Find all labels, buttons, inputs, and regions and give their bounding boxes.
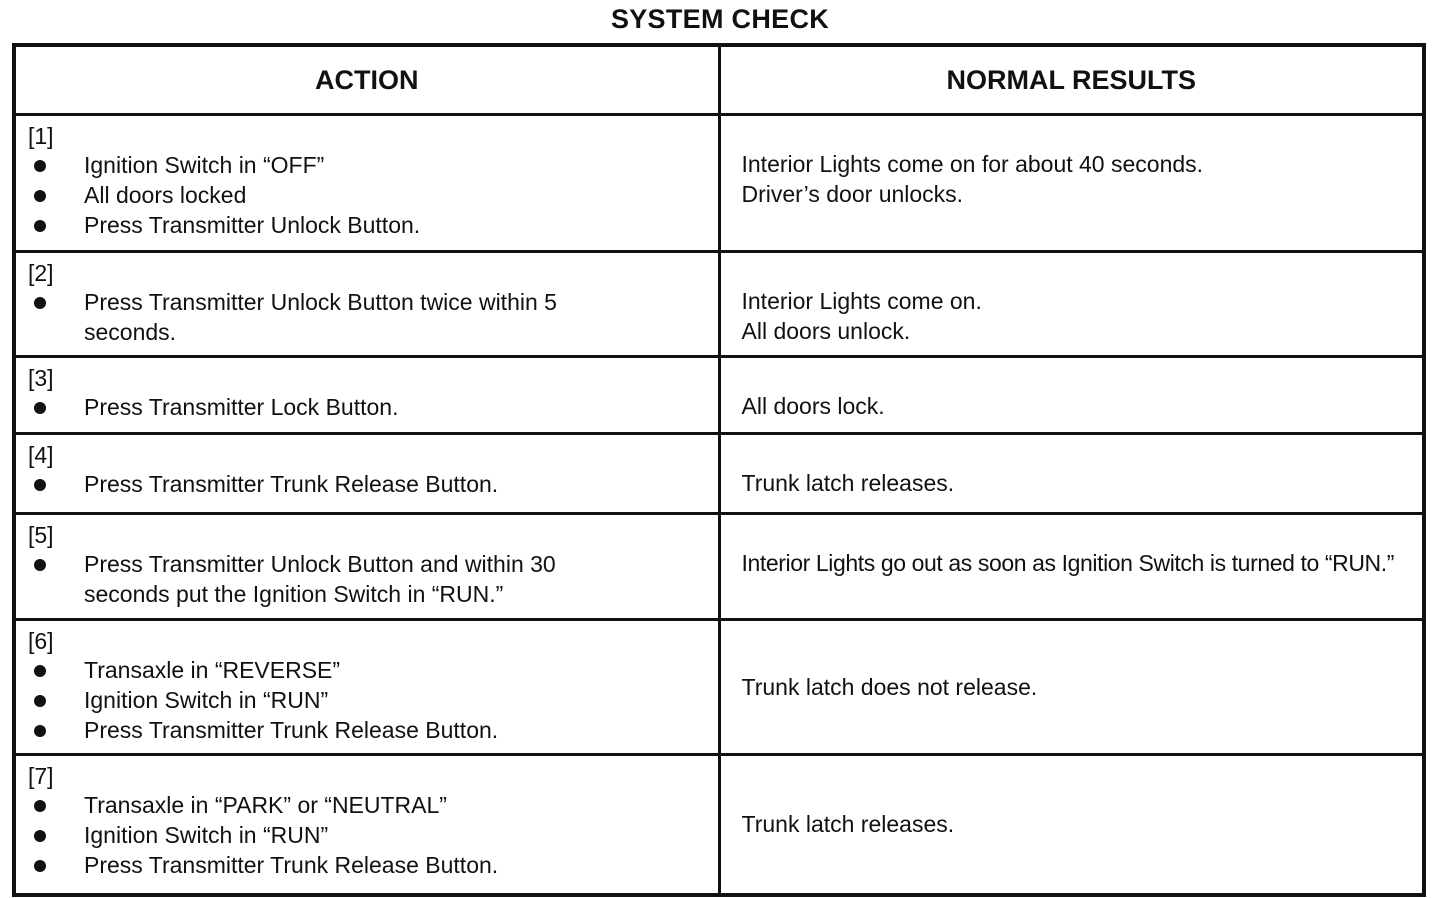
- result-cell: [719, 434, 1424, 514]
- action-list: [28, 392, 718, 422]
- action-text: All doors locked: [84, 182, 247, 208]
- result-cell: [719, 620, 1424, 755]
- action-text: Transaxle in “REVERSE”: [84, 657, 341, 683]
- action-text: Press Transmitter Trunk Release Button.: [84, 717, 499, 743]
- result-cell: [719, 252, 1424, 357]
- result-text: Interior Lights come on for about 40 seconds.: [741, 151, 1204, 177]
- bullet-icon: [34, 559, 46, 571]
- result-text: Driver’s door unlocks.: [741, 181, 964, 207]
- list-item: [28, 469, 718, 499]
- list-item: [28, 715, 718, 745]
- action-list: [28, 150, 718, 240]
- list-item: [28, 180, 718, 210]
- result-text: Trunk latch does not release.: [741, 674, 1038, 700]
- step-number: [7]: [28, 763, 54, 789]
- result-text: Trunk latch releases.: [741, 470, 955, 496]
- list-item: [28, 392, 718, 422]
- system-check-table: [12, 43, 1426, 897]
- column-header-action: ACTION: [14, 45, 719, 115]
- bullet-icon: [34, 479, 46, 491]
- action-text: Ignition Switch in “OFF”: [84, 152, 325, 178]
- action-list: [28, 790, 718, 880]
- list-item: [28, 549, 718, 609]
- bullet-icon: [34, 402, 46, 414]
- column-header-normal-results: NORMAL RESULTS: [719, 45, 1424, 115]
- action-text: Press Transmitter Trunk Release Button.: [84, 471, 499, 497]
- table-header-row: [14, 45, 1424, 115]
- result-text: Interior Lights come on.: [741, 288, 982, 314]
- list-item: [28, 655, 718, 685]
- bullet-icon: [34, 297, 46, 309]
- bullet-icon: [34, 190, 46, 202]
- step-number: [1]: [28, 123, 54, 149]
- table-row: [14, 620, 1424, 755]
- action-text: Press Transmitter Unlock Button twice within 5 seconds.: [84, 289, 557, 345]
- result-cell: [719, 514, 1424, 620]
- table-row: [14, 252, 1424, 357]
- bullet-icon: [34, 725, 46, 737]
- action-cell: [14, 252, 719, 357]
- list-item: [28, 150, 718, 180]
- action-text: Ignition Switch in “RUN”: [84, 687, 329, 713]
- action-list: [28, 469, 718, 499]
- action-text: Ignition Switch in “RUN”: [84, 822, 329, 848]
- result-cell: [719, 357, 1424, 434]
- result-text: Trunk latch releases.: [741, 811, 955, 838]
- bullet-icon: [34, 665, 46, 677]
- action-cell: [14, 755, 719, 895]
- action-cell: [14, 514, 719, 620]
- bullet-icon: [34, 695, 46, 707]
- bullet-icon: [34, 800, 46, 812]
- page-title: SYSTEM CHECK: [610, 4, 830, 34]
- step-number: [2]: [28, 260, 54, 286]
- action-cell: [14, 434, 719, 514]
- bullet-icon: [34, 860, 46, 872]
- result-text: Interior Lights go out as soon as Ignition Switch is turned to “RUN.”: [741, 550, 1395, 576]
- action-cell: [14, 357, 719, 434]
- action-text: Press Transmitter Unlock Button and within 30 seconds put the Ignition Switch in “RUN.”: [84, 551, 556, 607]
- step-number: [4]: [28, 442, 54, 468]
- action-text: Transaxle in “PARK” or “NEUTRAL”: [84, 792, 447, 818]
- list-item: [28, 287, 718, 347]
- list-item: [28, 210, 718, 240]
- action-cell: [14, 115, 719, 252]
- table-row: [14, 357, 1424, 434]
- table-row: [14, 514, 1424, 620]
- step-number: [5]: [28, 522, 54, 548]
- result-cell: [719, 755, 1424, 895]
- action-text: Press Transmitter Trunk Release Button.: [84, 852, 499, 878]
- bullet-icon: [34, 160, 46, 172]
- step-number: [6]: [28, 628, 54, 654]
- result-cell: [719, 115, 1424, 252]
- action-text: Press Transmitter Lock Button.: [84, 394, 399, 420]
- action-list: [28, 655, 718, 745]
- table-row: [14, 434, 1424, 514]
- table-row: [14, 755, 1424, 895]
- table-row: [14, 115, 1424, 252]
- action-text: Press Transmitter Unlock Button.: [84, 212, 421, 238]
- list-item: [28, 850, 718, 880]
- action-list: [28, 287, 718, 347]
- action-list: [28, 549, 718, 609]
- result-text: All doors unlock.: [741, 318, 911, 344]
- bullet-icon: [34, 220, 46, 232]
- list-item: [28, 685, 718, 715]
- step-number: [3]: [28, 365, 54, 391]
- bullet-icon: [34, 830, 46, 842]
- action-cell: [14, 620, 719, 755]
- list-item: [28, 820, 718, 850]
- result-text: All doors lock.: [741, 393, 885, 419]
- list-item: [28, 790, 718, 820]
